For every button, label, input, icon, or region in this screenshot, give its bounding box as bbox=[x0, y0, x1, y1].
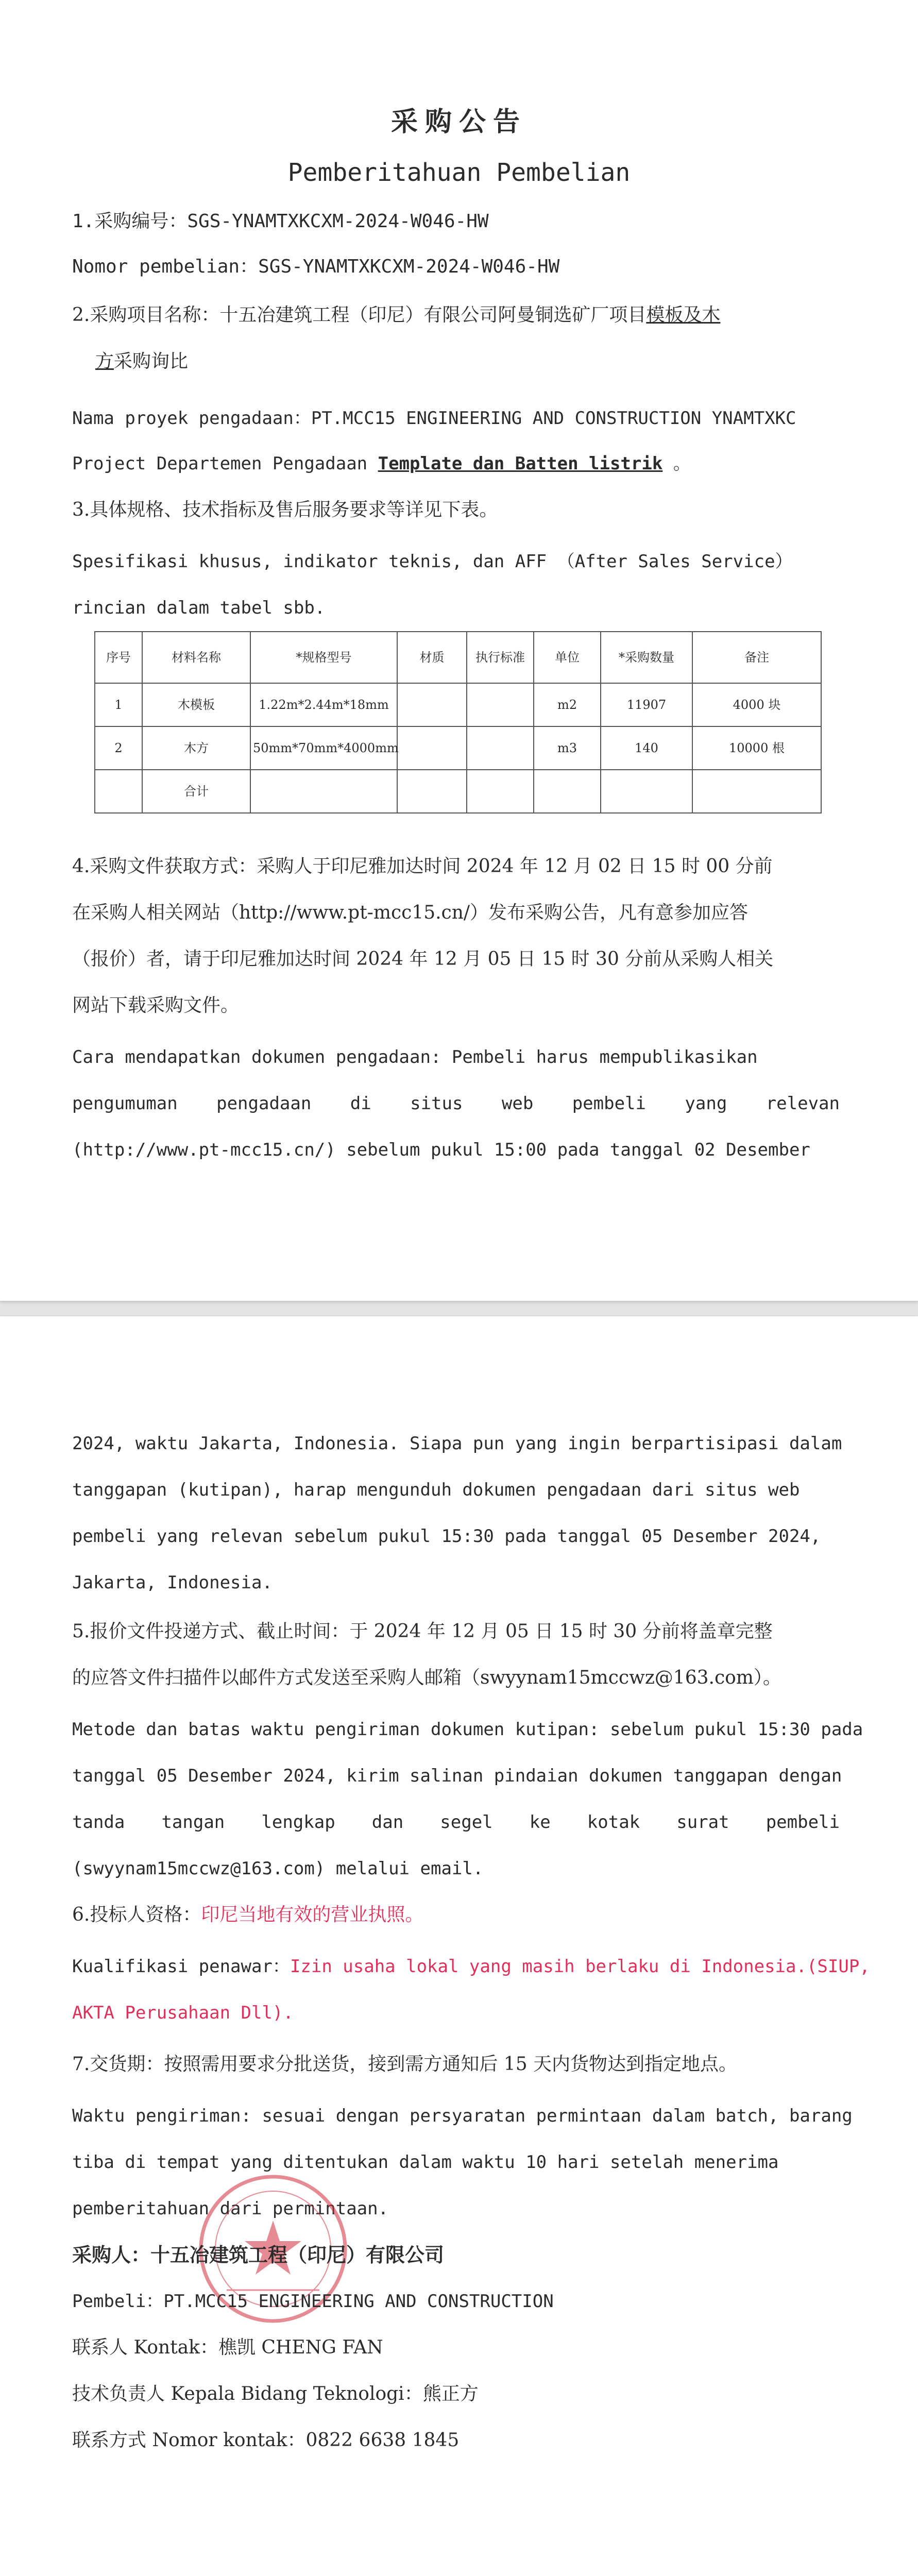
table-row-total bbox=[95, 770, 821, 813]
col-header-quantity: *采购数量 bbox=[601, 632, 692, 683]
table-cell bbox=[467, 770, 534, 813]
word: surat bbox=[676, 1812, 729, 1833]
table-cell: 1 bbox=[95, 683, 142, 726]
p2-line-6: 的应答文件扫描件以邮件方式发送至采购人邮箱（swyynam15mccwz@163.com）。 bbox=[72, 1667, 781, 1688]
table-row bbox=[95, 726, 821, 770]
table-cell bbox=[534, 770, 601, 813]
col-header-remark: 备注 bbox=[692, 632, 821, 683]
word: lengkap bbox=[261, 1812, 335, 1833]
paragraph-4-id-line-1: Cara mendapatkan dokumen pengadaan: Pembeli harus mempublikasikan bbox=[72, 1047, 758, 1067]
project-name-id: Nama proyek pengadaan：PT.MCC15 ENGINEERING AND CONSTRUCTION YNAMTXKC bbox=[72, 408, 796, 429]
buyer-name-cn: 采购人：十五冶建筑工程（印尼）有限公司 bbox=[72, 2243, 445, 2266]
table-cell: m3 bbox=[534, 726, 601, 770]
project-department-text: Project Departemen Pengadaan bbox=[72, 453, 378, 474]
col-header-standard: 执行标准 bbox=[467, 632, 534, 683]
kualifikasi-value: Izin usaha lokal yang masih berlaku di Indonesia.(SIUP, bbox=[290, 1956, 870, 1977]
paragraph-4-line-2: 在采购人相关网站（http://www.pt-mcc15.cn/）发布采购公告，凡有意参加应答 bbox=[72, 902, 749, 923]
project-name-cn-underlined: 模板及木 bbox=[646, 304, 721, 326]
project-name-cn-suffix: 采购询比 bbox=[114, 351, 189, 372]
p2-line-8: tanggal 05 Desember 2024, kirim salinan pindaian dokumen tanggapan dengan bbox=[72, 1766, 842, 1786]
p2-line-14: 7.交货期：按照需用要求分批送货，接到需方通知后 15 天内货物达到指定地点。 bbox=[72, 2054, 738, 2075]
p2-line-1: 2024, waktu Jakarta, Indonesia. Siapa pun yang ingin berpartisipasi dalam bbox=[72, 1433, 842, 1454]
title-chinese: 采购公告 bbox=[390, 106, 527, 138]
p2-line-16: tiba di tempat yang ditentukan dalam waktu 10 hari setelah menerima bbox=[72, 2152, 779, 2173]
table-cell bbox=[601, 770, 692, 813]
table-cell bbox=[692, 770, 821, 813]
project-name-cn-text: 2.采购项目名称：十五冶建筑工程（印尼）有限公司阿曼铜选矿厂项目 bbox=[72, 304, 647, 326]
paragraph-4-line-4: 网站下载采购文件。 bbox=[72, 995, 240, 1016]
p2-line-17: pemberitahuan dari permintaan. bbox=[72, 2198, 389, 2219]
table-cell: 木方 bbox=[142, 726, 250, 770]
p2-line-2: tanggapan (kutipan), harap mengunduh dokumen pengadaan dari situs web bbox=[72, 1480, 800, 1500]
project-department-end: 。 bbox=[662, 453, 691, 474]
table-cell: 11907 bbox=[601, 683, 692, 726]
bidder-qualification-value: 印尼当地有效的营业执照。 bbox=[201, 1904, 424, 1925]
bidder-qualification-label: 6.投标人资格： bbox=[72, 1904, 201, 1925]
spec-note-cn: 3.具体规格、技术指标及售后服务要求等详见下表。 bbox=[72, 499, 498, 520]
p2-line-7: Metode dan batas waktu pengiriman dokumen kutipan: sebelum pukul 15:30 pada bbox=[72, 1719, 863, 1740]
purchase-number-id: Nomor pembelian：SGS-YNAMTXKCXM-2024-W046-HW bbox=[72, 256, 560, 277]
p2-line-11 bbox=[72, 1904, 423, 1926]
word: pengumuman bbox=[72, 1093, 178, 1114]
title-indonesian: Pemberitahuan Pembelian bbox=[287, 158, 631, 187]
table-cell: 合计 bbox=[142, 770, 250, 813]
word: pengadaan bbox=[216, 1093, 312, 1114]
document-page-2 bbox=[0, 1316, 918, 2576]
word: situs bbox=[410, 1093, 463, 1114]
spec-table bbox=[94, 631, 822, 814]
col-header-index: 序号 bbox=[95, 632, 142, 683]
contact-person: 联系人 Kontak：樵凯 CHENG FAN bbox=[72, 2337, 383, 2358]
paragraph-4-line-1: 4.采购文件获取方式：采购人于印尼雅加达时间 2024 年 12 月 02 日 15 时 00 分前 bbox=[72, 856, 773, 877]
word: pembeli bbox=[766, 1812, 840, 1833]
word: di bbox=[350, 1093, 371, 1114]
word: pembeli bbox=[572, 1093, 646, 1114]
buyer-name-id: Pembeli：PT.MCC15 ENGINEERING AND CONSTRUCTION bbox=[72, 2291, 554, 2312]
p2-line-12 bbox=[72, 1955, 870, 1978]
p2-line-15: Waktu pengiriman: sesuai dengan persyaratan permintaan dalam batch, barang bbox=[72, 2106, 853, 2126]
col-header-unit: 单位 bbox=[534, 632, 601, 683]
word: yang bbox=[685, 1093, 727, 1114]
table-cell: m2 bbox=[534, 683, 601, 726]
p2-line-9 bbox=[72, 1811, 840, 1834]
spec-note-id: Spesifikasi khusus, indikator teknis, dan AFF （After Sales Service） bbox=[72, 551, 793, 572]
project-name-cn bbox=[72, 304, 720, 327]
word: segel bbox=[440, 1812, 493, 1833]
table-cell: 10000 根 bbox=[692, 726, 821, 770]
purchase-number-cn: 1.采购编号：SGS-YNAMTXKCXM-2024-W046-HW bbox=[72, 211, 489, 232]
paragraph-4-id-line-3: (http://www.pt-mcc15.cn/) sebelum pukul 15:00 pada tanggal 02 Desember bbox=[72, 1140, 810, 1160]
table-cell: 1.22m*2.44m*18mm bbox=[250, 683, 397, 726]
word: kotak bbox=[587, 1812, 640, 1833]
spec-note-id-2: rincian dalam tabel sbb. bbox=[72, 598, 326, 618]
table-row bbox=[95, 683, 821, 726]
technical-lead: 技术负责人 Kepala Bidang Teknologi：熊正方 bbox=[72, 2383, 479, 2404]
word: dan bbox=[371, 1812, 404, 1833]
project-name-cn-underlined-2: 方 bbox=[95, 351, 114, 372]
project-name-cn-cont bbox=[95, 350, 188, 373]
paragraph-4-id-line-2 bbox=[72, 1092, 840, 1115]
paragraph-4-line-3: （报价）者，请于印尼雅加达时间 2024 年 12 月 05 日 15 时 30 分前从采购人相关 bbox=[72, 948, 774, 970]
word: ke bbox=[529, 1812, 551, 1833]
table-cell: 木模板 bbox=[142, 683, 250, 726]
table-cell bbox=[397, 683, 467, 726]
kualifikasi-label: Kualifikasi penawar： bbox=[72, 1956, 290, 1977]
p2-line-13: AKTA Perusahaan Dll). bbox=[72, 2003, 294, 2023]
table-cell: 2 bbox=[95, 726, 142, 770]
p2-line-4: Jakarta, Indonesia. bbox=[72, 1572, 273, 1593]
word: relevan bbox=[766, 1093, 840, 1114]
table-cell bbox=[250, 770, 397, 813]
table-cell bbox=[397, 770, 467, 813]
contact-number: 联系方式 Nomor kontak：0822 6638 1845 bbox=[72, 2430, 460, 2451]
spec-table-header-row bbox=[95, 632, 821, 683]
p2-line-10: (swyynam15mccwz@163.com) melalui email. bbox=[72, 1858, 484, 1879]
p2-line-3: pembeli yang relevan sebelum pukul 15:30 pada tanggal 05 Desember 2024, bbox=[72, 1526, 821, 1547]
word: tangan bbox=[161, 1812, 225, 1833]
p2-line-5: 5.报价文件投递方式、截止时间：于 2024 年 12 月 05 日 15 时 30 分前将盖章完整 bbox=[72, 1621, 773, 1642]
table-cell: 4000 块 bbox=[692, 683, 821, 726]
word: web bbox=[501, 1093, 534, 1114]
table-cell: 140 bbox=[601, 726, 692, 770]
col-header-material: 材料名称 bbox=[142, 632, 250, 683]
table-cell: 50mm*70mm*4000mm bbox=[250, 726, 397, 770]
project-department bbox=[72, 452, 691, 475]
table-cell bbox=[95, 770, 142, 813]
table-cell bbox=[467, 683, 534, 726]
col-header-spec: *规格型号 bbox=[250, 632, 397, 683]
table-cell bbox=[467, 726, 534, 770]
table-cell bbox=[397, 726, 467, 770]
project-department-underlined: Template dan Batten listrik bbox=[378, 453, 663, 474]
col-header-texture: 材质 bbox=[397, 632, 467, 683]
word: tanda bbox=[72, 1812, 125, 1833]
